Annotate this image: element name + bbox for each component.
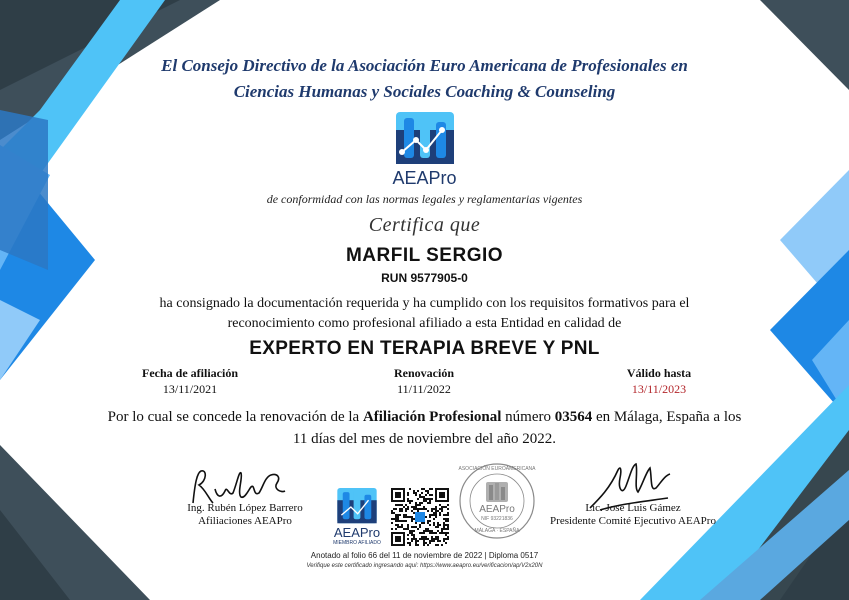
valid-until-label: Válido hasta <box>626 366 692 380</box>
conformity-text: de conformidad con las normas legales y reglamentarias vigentes <box>266 192 583 206</box>
member-badge-name: AEAPro <box>333 525 381 540</box>
right-signatory-name: Lic. José Luis Gámez <box>585 502 681 514</box>
seal-name: AEAPro <box>479 504 515 515</box>
affiliation-date <box>80 366 300 397</box>
aeapro-logo-icon <box>396 112 454 168</box>
seal-nif: NIF 93221836 <box>481 516 513 522</box>
specialty-title: EXPERTO EN TERAPIA BREVE Y PNL <box>249 338 600 359</box>
valid-until-value: 13/11/2023 <box>631 382 687 396</box>
renewal-date-label: Renovación <box>394 366 454 380</box>
renewal-mid: número <box>501 409 555 425</box>
renewal-date-value: 11/11/2022 <box>397 382 451 396</box>
header-line-2: Ciencias Humanas y Sociales Coaching & Counseling <box>233 82 616 101</box>
right-signatory <box>528 502 738 528</box>
left-signatory-role: Afiliaciones AEAPro <box>198 515 292 527</box>
left-signatory-name: Ing. Rubén López Barrero <box>187 502 303 514</box>
recipient-run: RUN 9577905-0 <box>381 271 468 285</box>
member-badge-caption: MIEMBRO AFILIADO <box>333 540 381 546</box>
renewal-line-1 <box>0 406 849 428</box>
renewal-statement <box>0 406 849 450</box>
recipient-name: MARFIL SERGIO <box>345 245 504 266</box>
right-signatory-role: Presidente Comité Ejecutivo AEAPro <box>550 515 716 527</box>
seal-ring-bottom: MÁLAGA · ESPAÑA <box>474 528 520 534</box>
affiliation-number: 03564 <box>554 409 593 425</box>
renewal-line-2: 11 días del mes de noviembre del año 2022. <box>292 431 557 447</box>
statement <box>0 294 849 334</box>
seal-ring-top: ASOCIACIÓN EUROAMERICANA <box>458 466 536 472</box>
member-badge-logo-icon <box>337 488 377 526</box>
valid-until-date <box>549 366 769 397</box>
association-seal <box>458 462 536 540</box>
renewal-post: en Málaga, España a los <box>592 409 742 425</box>
statement-line-2: reconocimiento como profesional afiliado a esta Entidad en calidad de <box>227 316 622 331</box>
member-badge <box>328 488 386 546</box>
renewal-date <box>314 366 534 397</box>
council-header <box>0 53 849 105</box>
header-line-1: El Consejo Directivo de la Asociación Euro Americana de Profesionales en <box>161 56 688 75</box>
renewal-affiliation: Afiliación Profesional <box>362 409 502 425</box>
left-signatory <box>160 502 330 528</box>
affiliation-date-label: Fecha de afiliación <box>142 366 238 380</box>
verify-link[interactable]: Verifique este certificado ingresando aquí: https://www.aeapro.eu/verificacion/ap/V2x20N <box>306 563 543 569</box>
statement-line-1: ha consignado la documentación requerida y ha cumplido con los requisitos formativos para el <box>159 296 690 311</box>
renewal-pre: Por lo cual se concede la renovación de la <box>107 409 363 425</box>
folio-note: Anotado al folio 66 del 11 de noviembre de 2022 | Diploma 0517 <box>310 551 539 560</box>
verification-qr-code[interactable] <box>391 488 449 546</box>
brand-name: AEAPro <box>392 168 457 188</box>
certifies-heading: Certifica que <box>368 214 481 236</box>
affiliation-date-value: 13/11/2021 <box>162 382 218 396</box>
